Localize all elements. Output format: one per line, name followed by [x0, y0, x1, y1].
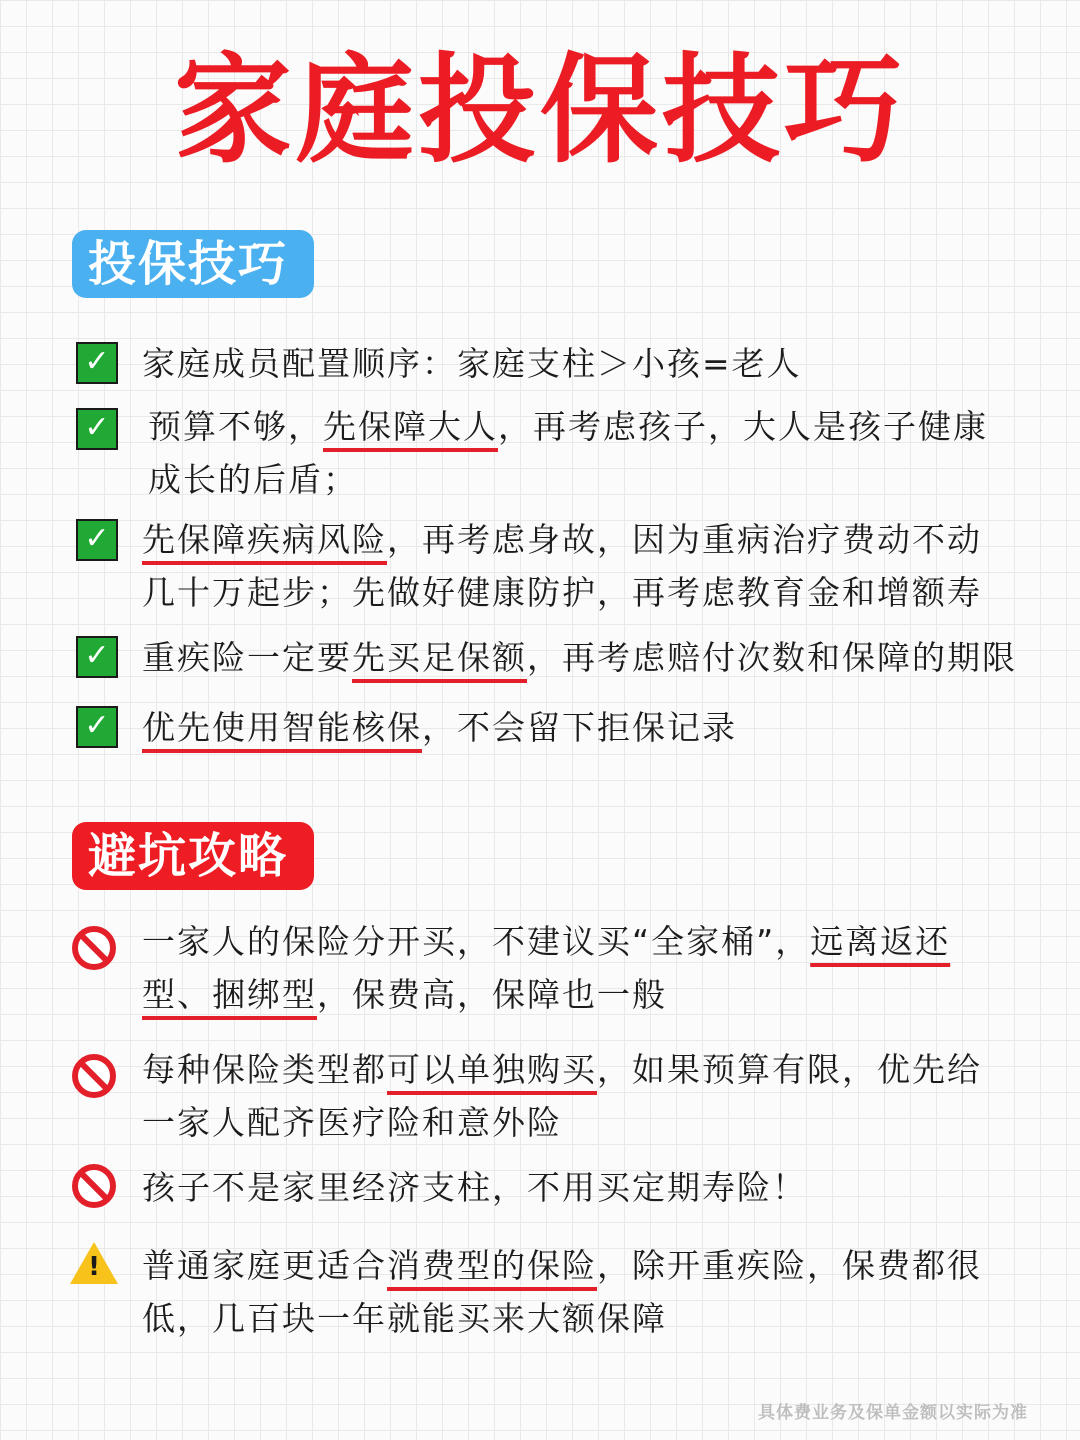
- underlined-highlight: 先买足保额: [352, 638, 527, 677]
- text-segment: ，如果预算有限，优先给一家人配齐医疗险和意外险: [142, 1050, 982, 1142]
- item-text: [142, 701, 1024, 754]
- item-text: [142, 337, 1024, 390]
- text-segment: ，除开重疾险，保费都很低，几百块一年就能买来大额保障: [142, 1246, 982, 1338]
- text-segment: 重疾险一定要: [142, 638, 352, 677]
- item-text: [142, 1161, 1024, 1214]
- checkmark-icon: ✓: [76, 706, 118, 748]
- underlined-highlight: 先保障疾病风险: [142, 520, 387, 559]
- footer-note: 具体费业务及保单金额以实际为准: [758, 1403, 1028, 1423]
- text-segment: 一家人的保险分开买，不建议买“全家桶”，: [142, 922, 811, 961]
- underlined-highlight: 优先使用智能核保: [142, 708, 422, 747]
- checkmark-icon: ✓: [76, 342, 118, 384]
- warning-mark: !: [88, 1252, 100, 1282]
- underlined-highlight: 消费型的保险: [387, 1246, 597, 1285]
- text-segment: 每种保险类型都: [142, 1050, 387, 1089]
- no-entry-icon: [72, 1164, 116, 1208]
- page-title: 家庭投保技巧: [173, 40, 906, 179]
- checkmark-icon: ✓: [76, 636, 118, 678]
- item-text: [142, 915, 990, 1021]
- text-segment: ，再考虑孩子，大人是孩子健康成长的后盾；: [148, 407, 988, 499]
- underlined-highlight: 可以单独购买: [387, 1050, 597, 1089]
- text-segment: 普通家庭更适合: [142, 1246, 387, 1285]
- text-segment: 家庭成员配置顺序：家庭支柱＞小孩=老人: [142, 344, 802, 383]
- underlined-highlight: 先保障大人: [323, 407, 498, 446]
- item-text: [142, 513, 992, 619]
- item-text: [142, 1043, 990, 1149]
- text-segment: 预算不够，: [148, 407, 323, 446]
- no-entry-icon: [72, 1054, 116, 1098]
- text-segment: ，不会留下拒保记录: [422, 708, 737, 747]
- checkmark-icon: ✓: [76, 408, 118, 450]
- section-tag-pitfalls: 避坑攻略: [72, 822, 314, 890]
- item-text: [142, 631, 1040, 684]
- text-segment: ，再考虑身故，因为重病治疗费动不动几十万起步；先做好健康防护，再考虑教育金和增额寿: [142, 520, 982, 612]
- section-tag-tips: 投保技巧: [72, 230, 314, 298]
- no-entry-icon: [72, 926, 116, 970]
- text-segment: 孩子不是家里经济支柱，不用买定期寿险！: [142, 1168, 807, 1207]
- text-segment: ，再考虑赔付次数和保障的期限: [527, 638, 1017, 677]
- text-segment: ，保费高，保障也一般: [317, 975, 667, 1014]
- underlined-highlight: 远离返还型、捆绑型: [142, 922, 951, 1014]
- checkmark-icon: ✓: [76, 519, 118, 561]
- item-text: [142, 1239, 990, 1345]
- item-text: [148, 400, 1000, 506]
